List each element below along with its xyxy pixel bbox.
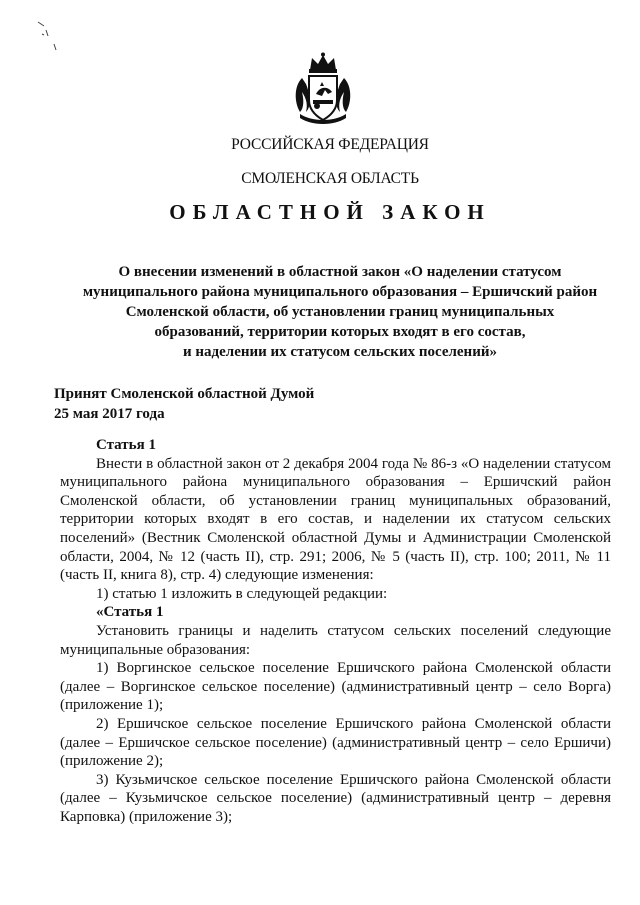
settlement-item: 1) Воргинское сельское поселение Ершичского района Смоленской области (далее – Воргинское сельское поселение) (административный центр – село Ворга) (приложение 1); — [60, 660, 611, 714]
subject-line: Смоленской области, об установлении границ муниципальных — [125, 304, 555, 320]
quoted-intro: Установить границы и наделить статусом сельских поселений следующие муниципальные образования: — [60, 622, 611, 658]
article-heading: Статья 1 — [96, 437, 156, 453]
scan-marks — [24, 14, 64, 74]
adoption-block — [54, 384, 314, 424]
subject-line: О внесении изменений в областной закон «О наделении статусом — [118, 264, 562, 280]
quoted-article-heading: «Статья 1 — [96, 604, 164, 621]
country-name: РОССИЙСКАЯ ФЕДЕРАЦИЯ — [231, 136, 429, 153]
region-name: СМОЛЕНСКАЯ ОБЛАСТЬ — [241, 170, 419, 187]
adopted-by: Принят Смоленской областной Думой — [54, 386, 315, 402]
settlement-item: 2) Ершичское сельское поселение Ершичского района Смоленской области (далее – Ершичское сельское поселение) (административный центр – село Ершичи) (приложение 2); — [60, 715, 611, 770]
coat-of-arms-icon — [292, 52, 354, 126]
subject-line: образований, территории которых входят в его состав, — [154, 324, 526, 340]
adopted-date: 25 мая 2017 года — [54, 406, 165, 422]
subject-line: муниципального района муниципального образования – Ершичский район — [82, 284, 598, 300]
settlement-item: 3) Кузьмичское сельское поселение Ершичского района Смоленской области (далее – Кузьмичское сельское поселение) (административный центр – деревня Карповка) (приложение 3); — [60, 771, 611, 825]
law-subject — [60, 262, 620, 362]
article-text: Внести в областной закон от 2 декабря 2004 года № 86-з «О наделении статусом муниципального района муниципального образования – Ершичский район Смоленской области, об установлении границ муниципальных образований, территории которых входят в его состав, и наделении их статусом сельских поселений» (Вестник Смоленской областной Думы и Администрации Смоленской области, 2004, № 12 (часть II), стр. 291; 2006, № 5 (часть II), стр. 100; 2011, № 11 (часть II, книга 8), стр. 4) следующие изменения: — [60, 455, 611, 584]
subject-line: и наделении их статусом сельских поселений» — [183, 344, 497, 360]
document-body — [60, 436, 611, 826]
document-type-title: ОБЛАСТНОЙ ЗАКОН — [169, 200, 491, 224]
amendment-item: 1) статью 1 изложить в следующей редакции: — [96, 585, 388, 602]
